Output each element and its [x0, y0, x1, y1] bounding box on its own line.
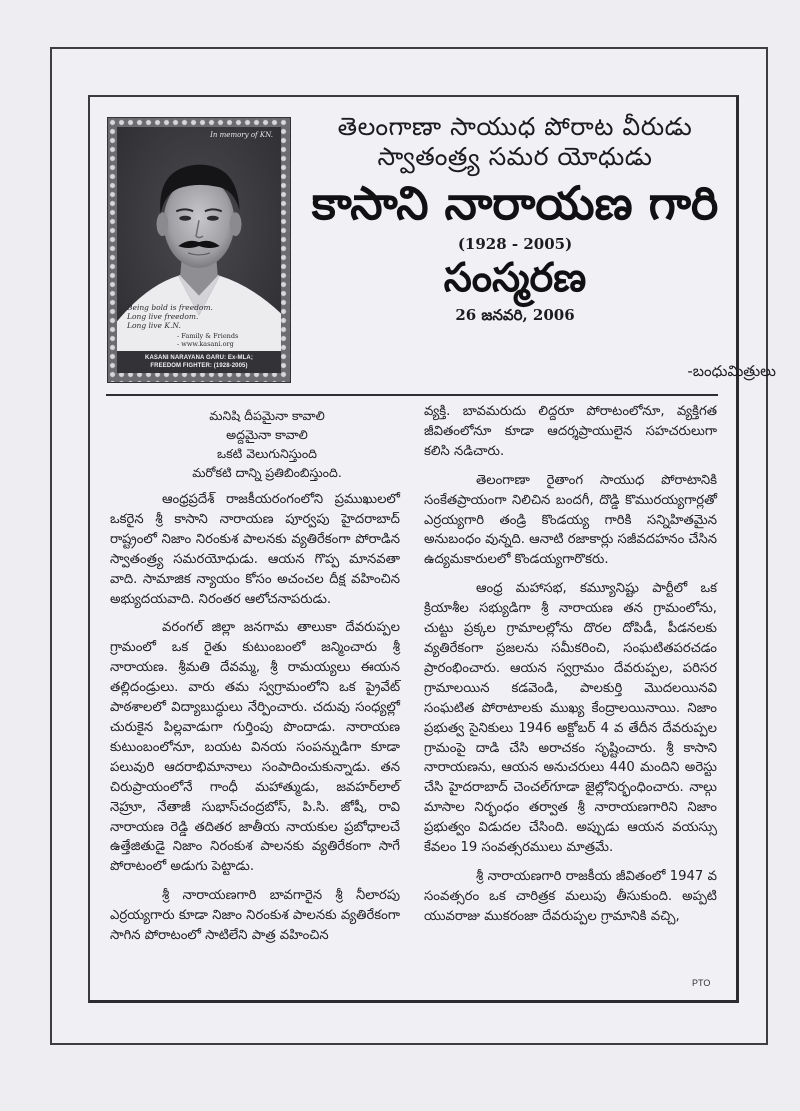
poem-line: మరోకటి దాన్ని ప్రతిబింబిస్తుంది. — [192, 465, 342, 480]
photo-quote-line: Long live K.N. — [127, 321, 181, 330]
right-column — [424, 402, 717, 936]
photo-footer-line: KASANI NARAYANA GARU: Ex-MLA; — [145, 355, 253, 361]
photo-quote-line: Being bold is freedom. — [127, 303, 213, 312]
photo-quote-line: Long live freedom. — [127, 312, 199, 321]
subtitle-line-2: స్వాతంత్ర్య సమర యోధుడు — [377, 142, 653, 171]
paragraph: వరంగల్ జిల్లా జనగామ తాలుకా దేవరుప్పల గ్రామంలో ఒక రైతు కుటుంబంలో జన్మించారు శ్రీ నారాయణ. శ్రీమతి దేవమ్మ, శ్రీ రామయ్యలు ఈయన తల్లిదండ్రులు. వారు తమ స్వగ్రామంలోని ఒక ప్రైవేట్ పాఠశాలలో విద్యాబుద్ధులు నేర్పించారు. చదువు సంధ్యల్లో చురుకైన పిల్లవాడుగా గుర్తింపు పొందాడు. నారాయణ కుటుంబంలోనూ, బయట వినయ సంపన్నుడిగా కూడా పలువురి ఆదరాభిమానాలు సంపాదించుకున్నాడు. తన చిరుప్రాయంలోనే గాంధీ మహాత్ముడు, జవహర్‌లాల్ నెహ్రూ, నేతాజీ సుభాస్‌చంద్రబోస్, పి.సి. జోషీ, రావి నారాయణ రెడ్డి తదితర జాతీయ నాయకుల ప్రబోధాలచే ఉత్తేజితుడై నిజాం నిరంకుశ పాలనకు వ్యతిరేకంగా సాగే పోరాటంలో అడుగు పెట్టాడు. — [110, 620, 400, 875]
header-divider — [106, 394, 718, 396]
event-date: 26 జనవరి, 2006 — [455, 306, 575, 324]
paragraph: తెలంగాణా రైతాంగ సాయుధ పోరాటానికి సంకేతప్రాయంగా నిలిచిన బందగీ, దొడ్డి కొమురయ్యగార్లతో ఎర్రయ్యగారి తండ్రి కొండయ్య గారికి సన్నిహితమైన అనుబంధం వున్నది. ఆనాటి రజాకార్లు సజీవదహనం చేసిన ఉద్యమకారులలో కొండయ్యగారొకరు. — [424, 472, 717, 568]
memorial-header — [295, 112, 735, 326]
life-years: (1928 - 2005) — [457, 235, 573, 253]
paragraph: ఆంధ్రప్రదేశ్ రాజకీయరంగంలోని ప్రముఖులలో ఒకరైన శ్రీ కాసాని నారాయణ పూర్వపు హైదరాబాద్ రాష్ట్రంలో నిజాం నిరంకుశ పాలనకు వ్యతిరేకంగా పోరాడిన స్వాతంత్ర్య సమరయోధుడు. ఆయన గొప్ప మానవతా వాది. సామాజిక న్యాయం కోసం అచంచల దీక్ష వహించిన అభ్యుదయవాది. నిరంతర ఆలోచనాపరుడు. — [110, 492, 400, 607]
person-name-title: కాసాని నారాయణ గారి — [311, 176, 719, 230]
memorial-title: సంస్మరణ — [443, 255, 587, 301]
photo-sign-line: - www.kasani.org — [177, 340, 234, 348]
memorial-photo-card — [107, 117, 291, 383]
photo-quote — [127, 303, 213, 330]
paragraph: వ్యక్తి. బావమరుదు లిద్దరూ పోరాటంలోనూ, వ్యక్తిగత జీవితంలోనూ కూడా ఆదర్శప్రాయులైన సహచరులుగా కలిసి నడిచారు. — [424, 404, 717, 459]
photo-caption-top: In memory of KN. — [210, 131, 273, 139]
poem-line: ఒకటి వెలుగునిస్తుంది — [216, 446, 317, 461]
paragraph: శ్రీ నారాయణగారి బావగారైన శ్రీ నీలారపు ఎర్రయ్యగారు కూడా నిజాం నిరంకుశ పాలనకు వ్యతిరేకంగా సాగిన పోరాటంలో సాటిలేని పాత్ర వహించిన — [110, 888, 400, 944]
please-turn-over-label: PTO — [692, 978, 711, 988]
poem-line: అద్దమైనా కావాలి — [226, 427, 308, 442]
left-column — [110, 406, 400, 955]
subtitle-line-1: తెలంగాణా సాయుధ పోరాట వీరుడు — [337, 112, 693, 141]
photo-footer-line: FREEDOM FIGHTER: (1928-2005) — [150, 363, 248, 369]
from-signature: -బంధుమిత్రులు — [687, 362, 776, 380]
paragraph: శ్రీ నారాయణగారి రాజకీయ జీవితంలో 1947 వ సంవత్సరం ఒక చారిత్రక మలుపు తీసుకుంది. అప్పటి యువరాజు ముకరంజా దేవరుప్పల గ్రామానికి వచ్చి, — [424, 868, 717, 924]
photo-footer-caption — [117, 351, 281, 373]
photo-frame — [117, 127, 281, 373]
opening-poem — [110, 406, 400, 482]
photo-signature — [177, 332, 238, 348]
photo-sign-line: - Family & Friends — [177, 332, 239, 340]
poem-line: మనిషి దీపమైనా కావాలి — [209, 408, 325, 423]
paragraph: ఆంధ్ర మహాసభ, కమ్యూనిష్టు పార్టీలో ఒక క్రియాశీల సభ్యుడిగా శ్రీ నారాయణ తన గ్రామంలోను, చుట్టు ప్రక్కల గ్రామాలల్లోను దొరల దోపిడీ, పీడనలకు వ్యతిరేకంగా ప్రజలను సమీకరించి, సంఘటితపరచడం ప్రారంభించారు. ఆయన స్వగ్రామం దేవరుప్పల, పరిసర గ్రామాలయిన కడవెండి, పాలకుర్తి మొదలయినవి సంఘటిత పోరాటాలకు ముఖ్య కేంద్రాలయినాయి. నిజాం ప్రభుత్వ సైనికులు 1946 అక్టోబర్ 4 వ తేదీన దేవరుప్పల గ్రామంపై దాడి చేసి అరాచకం సృష్టించారు. శ్రీ కాసాని నారాయణను, ఆయన అనుచరులు 440 మందిని అరెస్టు చేసి హైదరాబాద్ చెంచల్‌గూడా జైల్లోనిర్భంధించారు. నాల్గు మాసాల నిర్భంధం తర్వాత శ్రీ నారాయణగారిని నిజాం ప్రభుత్వం విడుదల చేసింది. అప్పుడు ఆయన వయస్సు కేవలం 19 సంవత్సరములు మాత్రమే. — [424, 581, 717, 856]
